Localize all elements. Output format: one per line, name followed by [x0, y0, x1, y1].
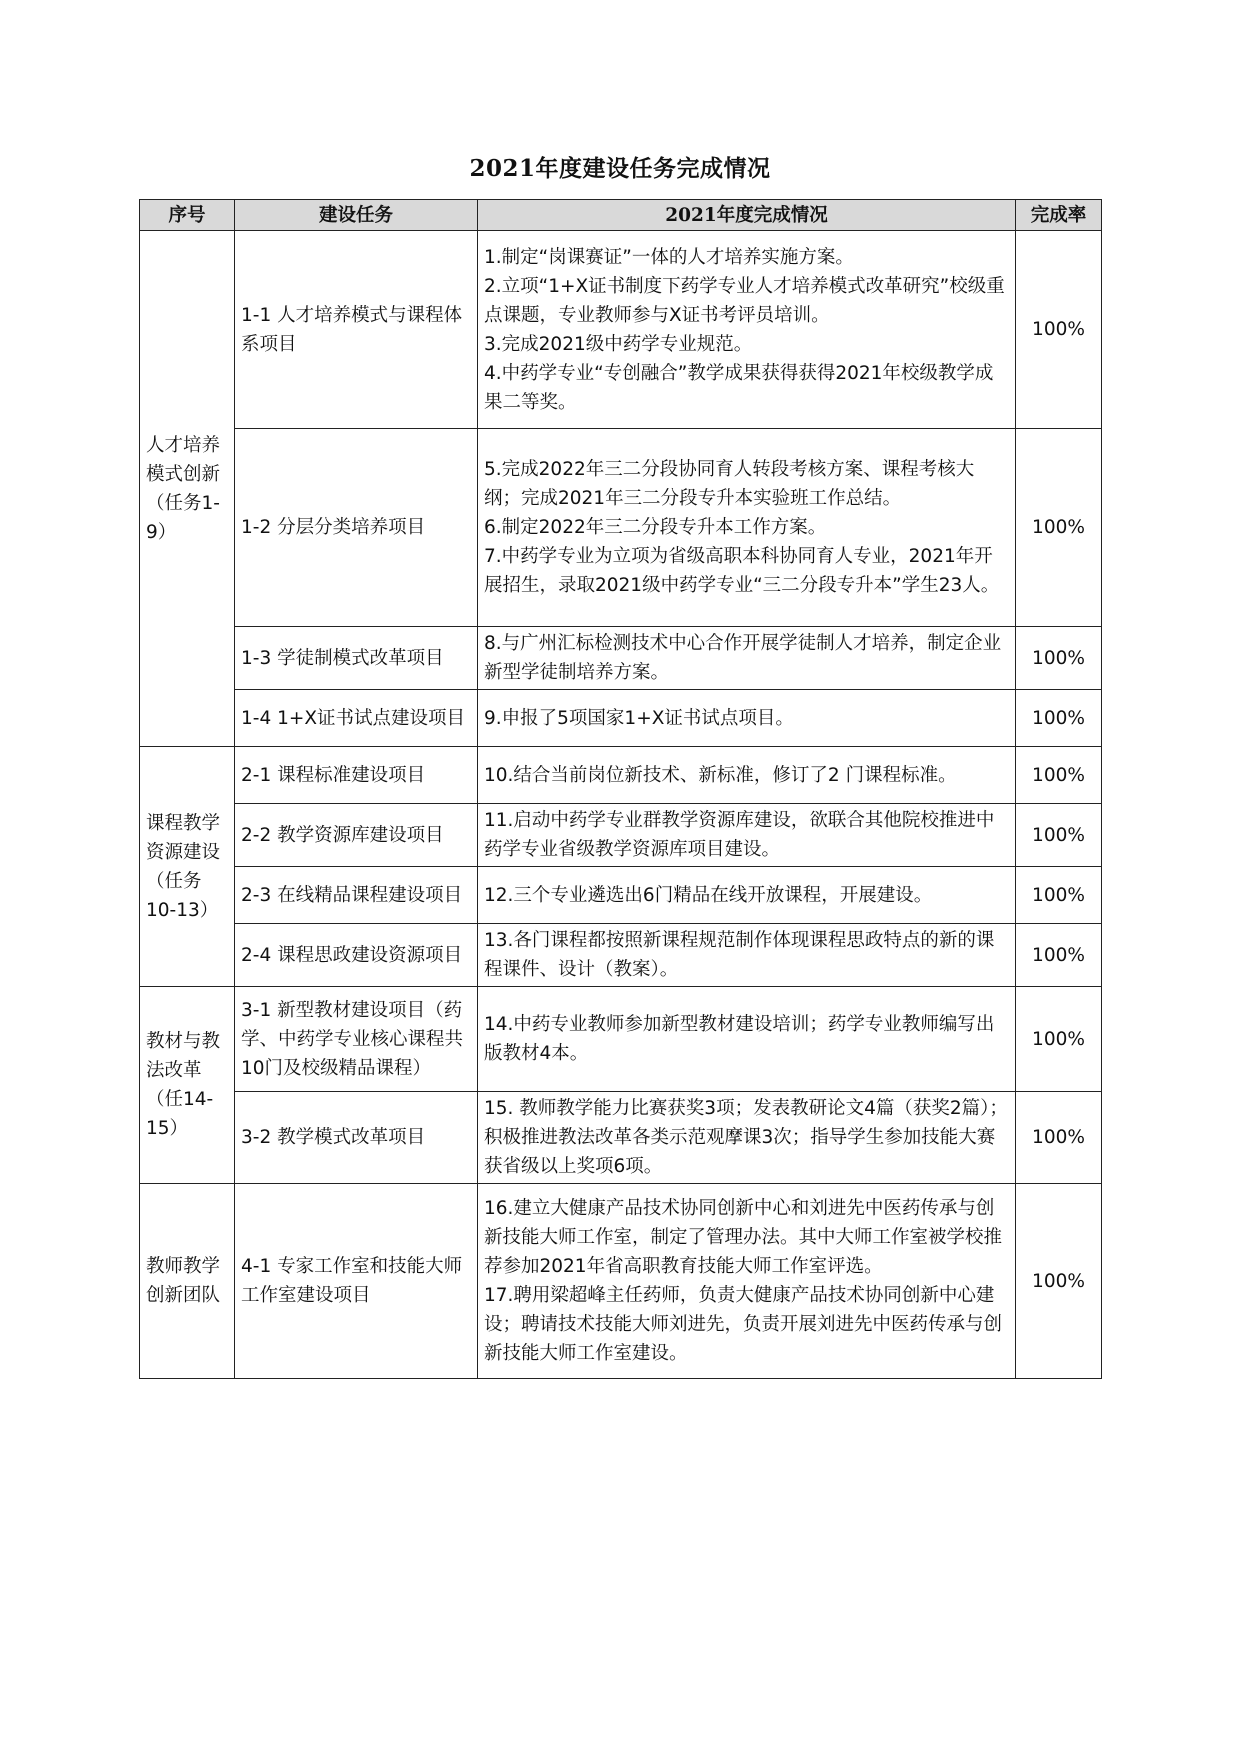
task-name: 2-3 在线精品课程建设项目: [235, 867, 478, 924]
table-row: [140, 1184, 1102, 1379]
task-detail: [478, 747, 1016, 804]
table-row: [140, 1092, 1102, 1184]
page-title: 2021年度建设任务完成情况: [469, 155, 771, 182]
task-name: 1-4 1+X证书试点建设项目: [235, 690, 478, 747]
group-name: 教材与教法改革（任14-15）: [140, 987, 235, 1184]
task-name: 2-1 课程标准建设项目: [235, 747, 478, 804]
task-name: 3-2 教学模式改革项目: [235, 1092, 478, 1184]
detail-item: 3.完成2021级中药学专业规范。: [484, 333, 753, 355]
task-name: 4-1 专家工作室和技能大师工作室建设项目: [235, 1184, 478, 1379]
task-detail: [478, 627, 1016, 690]
completion-rate: 100%: [1016, 1184, 1102, 1379]
task-detail: [478, 1092, 1016, 1184]
detail-item: 17.聘用梁超峰主任药师，负责大健康产品技术协同创新中心建设；聘请技术技能大师刘进先，负责开展刘进先中医药传承与创新技能大师工作室建设。: [484, 1285, 1003, 1364]
table-row: [140, 987, 1102, 1092]
task-detail: [478, 1184, 1016, 1379]
detail-item: 9.申报了5项国家1+X证书试点项目。: [484, 707, 794, 729]
header-seq: 序号: [140, 200, 235, 231]
group-name: 人才培养模式创新（任务1-9）: [140, 231, 235, 747]
completion-rate: 100%: [1016, 747, 1102, 804]
task-detail: [478, 804, 1016, 867]
table-row: [140, 231, 1102, 429]
table-row: [140, 627, 1102, 690]
task-detail: [478, 429, 1016, 627]
task-completion-table: [139, 199, 1102, 1379]
header-task: 建设任务: [235, 200, 478, 231]
task-detail: [478, 987, 1016, 1092]
detail-item: 8.与广州汇标检测技术中心合作开展学徒制人才培养，制定企业新型学徒制培养方案。: [484, 633, 1002, 683]
detail-item: 7.中药学专业为立项为省级高职本科协同育人专业，2021年开展招生，录取2021级中药学专业“三二分段专升本”学生23人。: [484, 546, 1000, 596]
detail-item: 15. 教师教学能力比赛获奖3项；发表教研论文4篇（获奖2篇）；积极推进教法改革各类示范观摩课3次；指导学生参加技能大赛获省级以上奖项6项。: [484, 1098, 1008, 1177]
task-detail: [478, 690, 1016, 747]
detail-item: 6.制定2022年三二分段专升本工作方案。: [484, 517, 827, 538]
header-rate: 完成率: [1016, 200, 1102, 231]
table-row: [140, 804, 1102, 867]
completion-rate: 100%: [1016, 231, 1102, 429]
detail-item: 12.三个专业遴选出6门精品在线开放课程，开展建设。: [484, 884, 933, 906]
detail-item: 5.完成2022年三二分段协同育人转段考核方案、课程考核大纲；完成2021年三二分段专升本实验班工作总结。: [484, 459, 975, 509]
completion-rate: 100%: [1016, 627, 1102, 690]
detail-item: 13.各门课程都按照新课程规范制作体现课程思政特点的新的课程课件、设计（教案）。: [484, 930, 995, 980]
detail-item: 2.立项“1+X证书制度下药学专业人才培养模式改革研究”校级重点课题，专业教师参与X证书考评员培训。: [484, 275, 1005, 326]
table-header-row: [140, 200, 1102, 231]
table-row: [140, 747, 1102, 804]
task-name: 1-2 分层分类培养项目: [235, 429, 478, 627]
task-name: 1-1 人才培养模式与课程体系项目: [235, 231, 478, 429]
task-name: 2-4 课程思政建设资源项目: [235, 924, 478, 987]
header-detail: 2021年度完成情况: [478, 200, 1016, 231]
task-name: 1-3 学徒制模式改革项目: [235, 627, 478, 690]
completion-rate: 100%: [1016, 804, 1102, 867]
task-name: 2-2 教学资源库建设项目: [235, 804, 478, 867]
completion-rate: 100%: [1016, 867, 1102, 924]
task-detail: [478, 924, 1016, 987]
table-row: [140, 690, 1102, 747]
task-detail: [478, 231, 1016, 429]
detail-item: 4.中药学专业“专创融合”教学成果获得获得2021年校级教学成果二等奖。: [484, 362, 994, 413]
completion-rate: 100%: [1016, 690, 1102, 747]
table-body: [140, 231, 1102, 1379]
group-name: 课程教学资源建设（任务10-13）: [140, 747, 235, 987]
detail-item: 11.启动中药学专业群教学资源库建设，欲联合其他院校推进中药学专业省级教学资源库项目建设。: [484, 810, 995, 860]
group-name: 教师教学创新团队: [140, 1184, 235, 1379]
task-detail: [478, 867, 1016, 924]
detail-item: 1.制定“岗课赛证”一体的人才培养实施方案。: [484, 246, 854, 268]
table-row: [140, 429, 1102, 627]
completion-rate: 100%: [1016, 924, 1102, 987]
completion-rate: 100%: [1016, 429, 1102, 627]
completion-rate: 100%: [1016, 987, 1102, 1092]
detail-item: 10.结合当前岗位新技术、新标准，修订了2 门课程标准。: [484, 764, 957, 786]
table-row: [140, 924, 1102, 987]
table-row: [140, 867, 1102, 924]
detail-item: 16.建立大健康产品技术协同创新中心和刘进先中医药传承与创新技能大师工作室，制定了管理办法。其中大师工作室被学校推荐参加2021年省高职教育技能大师工作室评选。: [484, 1198, 1003, 1277]
task-name: 3-1 新型教材建设项目（药学、中药学专业核心课程共10门及校级精品课程）: [235, 987, 478, 1092]
completion-rate: 100%: [1016, 1092, 1102, 1184]
detail-item: 14.中药专业教师参加新型教材建设培训；药学专业教师编写出版教材4本。: [484, 1014, 995, 1064]
